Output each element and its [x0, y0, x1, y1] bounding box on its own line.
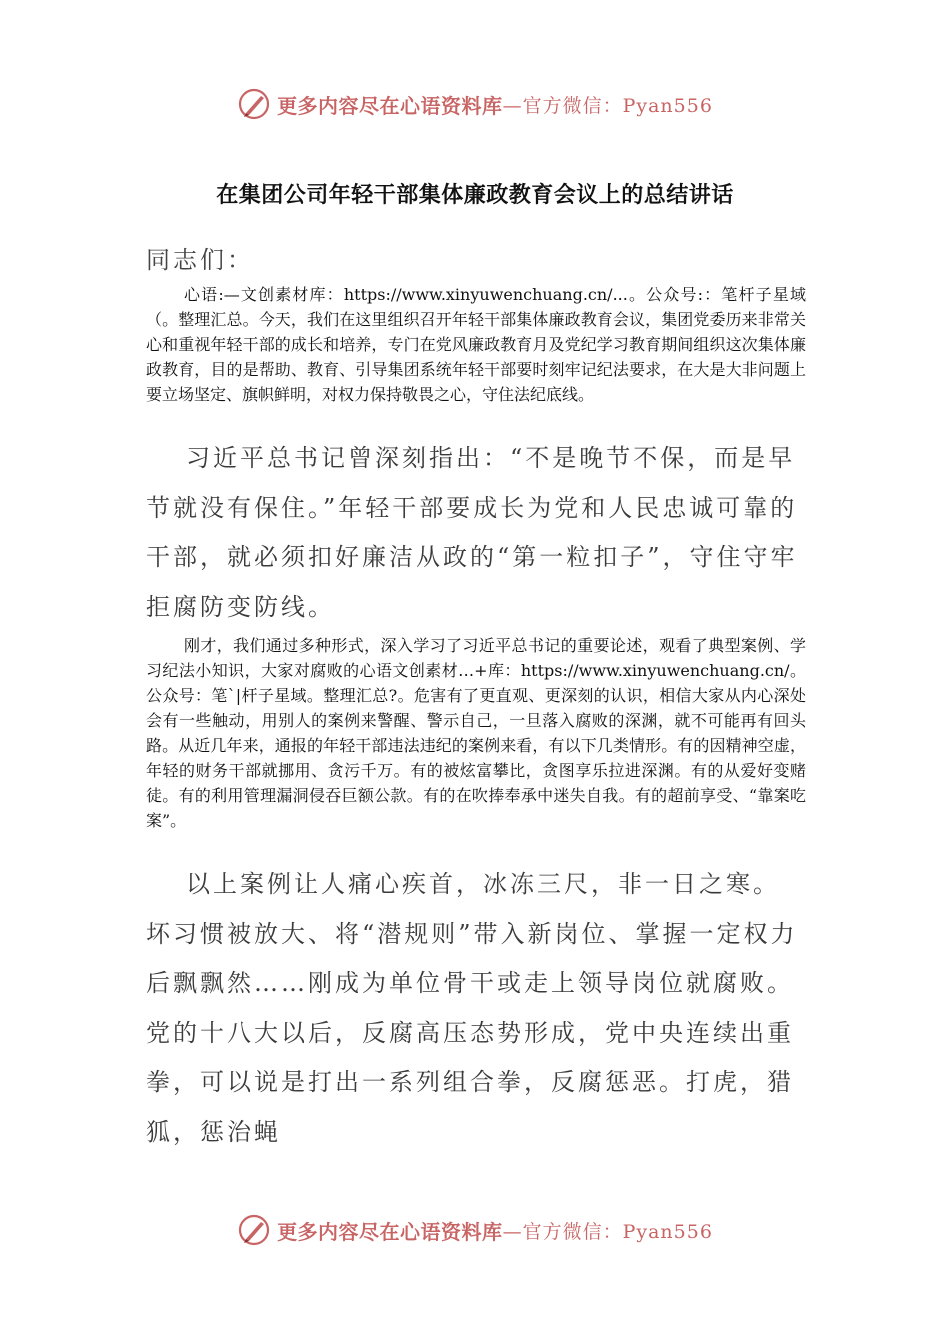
- header-contact-text: —官方微信：Pyan556: [502, 94, 713, 117]
- paragraph-2: 习近平总书记曾深刻指出：“不是晚节不保，而是早节就没有保住。”年轻干部要成长为党和人民忠诚可靠的干部，就必须扣好廉洁从政的“第一粒扣子”，守住守牢拒腐防变防线。: [146, 444, 798, 621]
- paragraph-1: 心语:—文创素材库：https://www.xinyuwenchuang.cn/...。公众号:：笔杆子星域（。整理汇总。今天，我们在这里组织召开年轻干部集体廉政教育会议，集团党委历来非常关心和重视年轻干部的成长和培养，专门在党风廉政教育月及党纪学习教育期间组织这次集体廉政教育，目的是帮助、教育、引导集团系统年轻干部要时刻牢记纪法要求，在大是大非问题上要立场坚定、旗帜鲜明，对权力保持敬畏之心，守住法纪底线。: [146, 285, 806, 404]
- footer-contact-text: —官方微信：Pyan556: [502, 1220, 713, 1243]
- quill-pen-logo-icon: [237, 87, 271, 121]
- header-banner: [0, 84, 950, 124]
- paragraph-4: 以上案例让人痛心疾首，冰冻三尺，非一日之寒。坏习惯被放大、将“潜规则”带入新岗位、掌握一定权力后飘飘然……刚成为单位骨干或走上领导岗位就腐败。党的十八大以后，反腐高压态势形成，党中央连续出重拳，可以说是打出一系列组合拳，反腐惩恶。打虎，猎狐，惩治蝇: [146, 870, 798, 1146]
- quill-pen-logo-icon: [237, 1213, 271, 1247]
- document-title: 在集团公司年轻干部集体廉政教育会议上的总结讲话: [216, 183, 734, 208]
- paragraph-3: 刚才，我们通过多种形式，深入学习了习近平总书记的重要论述，观看了典型案例、学习纪法小知识，大家对腐败的心语文创素材…+库：https://www.xinyuwenchuang.cn/。公众号：笔`|杆子星域。整理汇总?。危害有了更直观、更深刻的认识，相信大家从内心深处会有一些触动，用别人的案例来警醒、警示自己，一旦落入腐败的深渊，就不可能再有回头路。从近几年来，通报的年轻干部违法违纪的案例来看，有以下几类情形。有的因精神空虚，年轻的财务干部就挪用、贪污千万。有的被炫富攀比，贪图享乐拉进深渊。有的从爱好变赌徒。有的利用管理漏洞侵吞巨额公款。有的在吹捧奉承中迷失自我。有的超前享受、“靠案吃案”。: [146, 636, 806, 830]
- greeting: 同志们：: [146, 246, 254, 274]
- header-brand-text: 更多内容尽在心语资料库: [277, 93, 503, 118]
- footer-banner: [0, 1210, 950, 1250]
- footer-brand-text: 更多内容尽在心语资料库: [277, 1219, 503, 1244]
